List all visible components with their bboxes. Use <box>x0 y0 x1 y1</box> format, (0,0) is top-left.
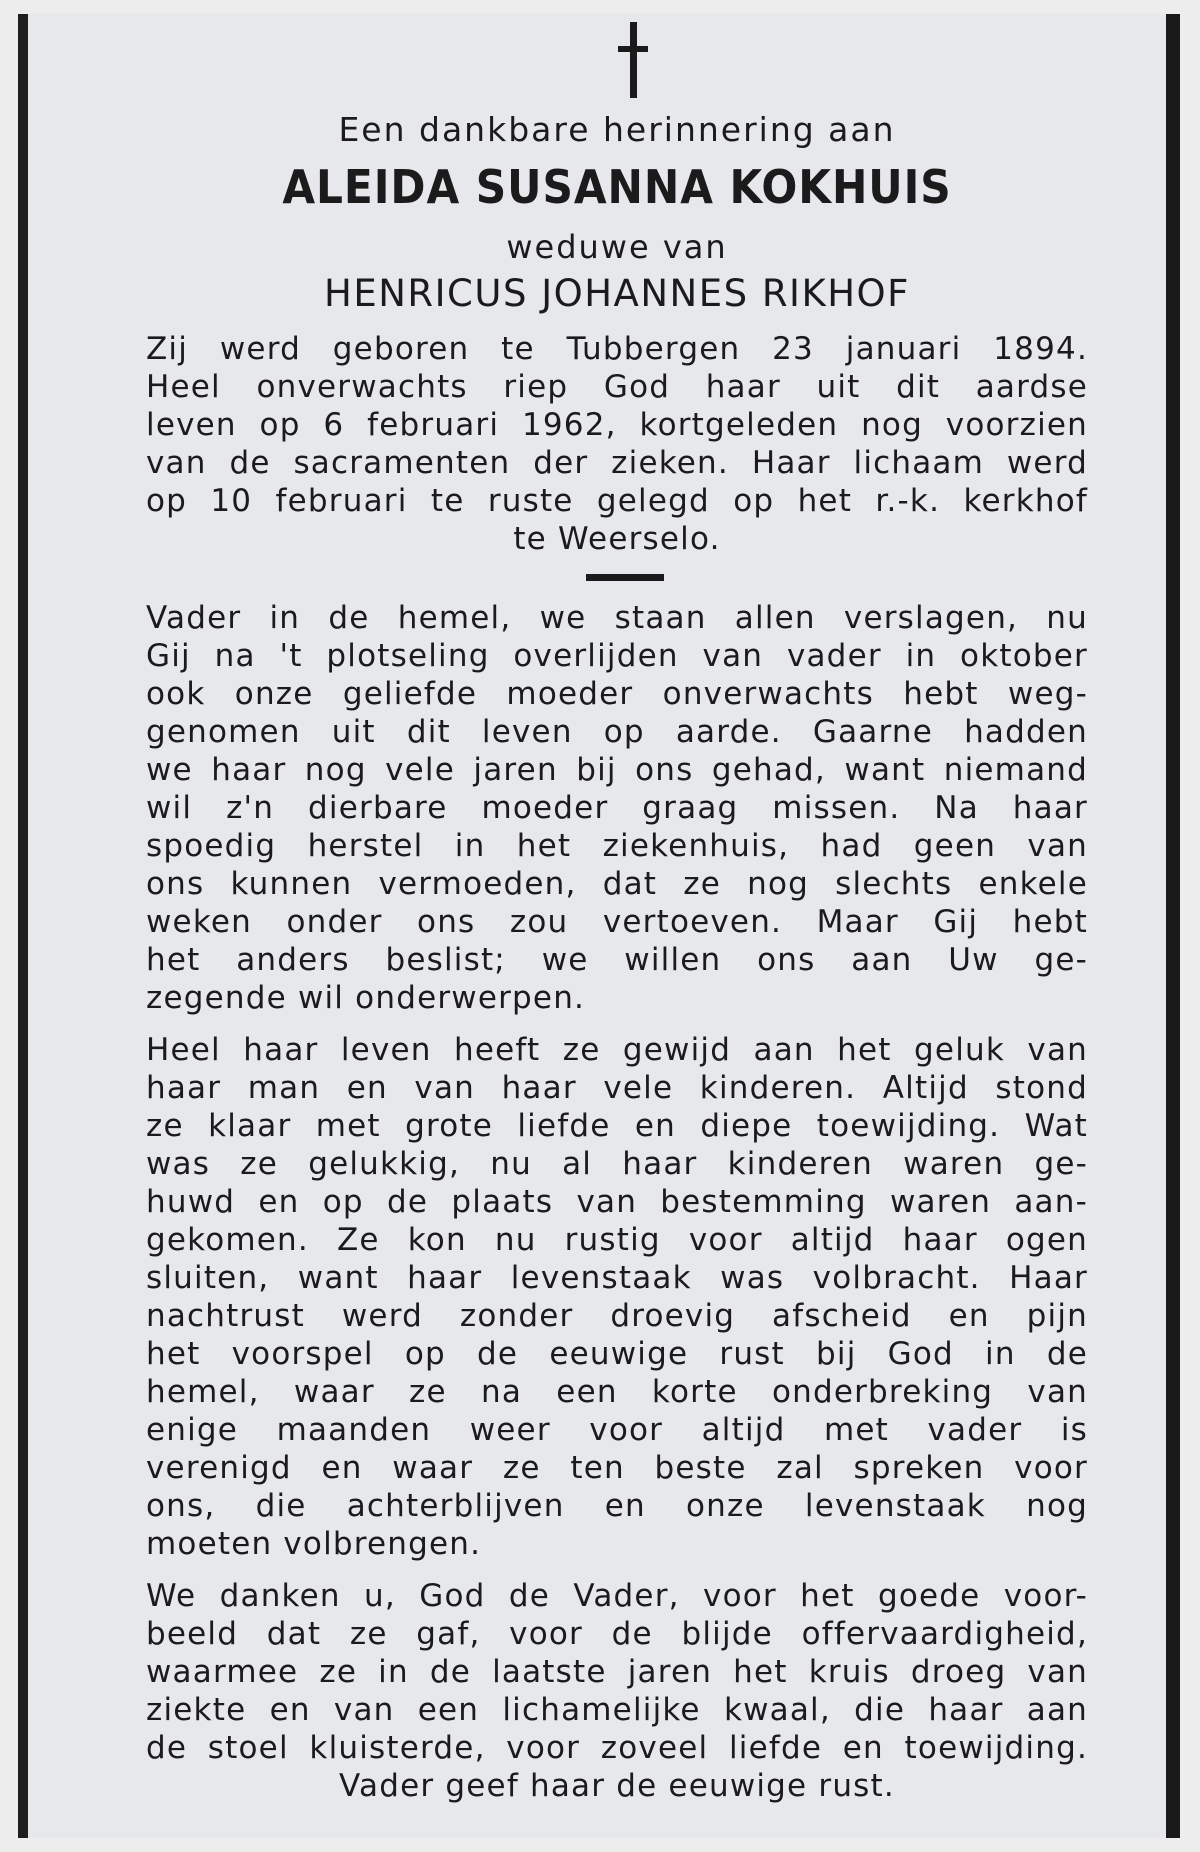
paragraph-line: het voorspel op de eeuwige rust bij God in de <box>146 1336 1088 1372</box>
paragraph-line: huwd en op de plaats van bestemming waren aan- <box>146 1184 1088 1220</box>
paragraph-line: Heel haar leven heeft ze gewijd aan het geluk van <box>146 1032 1088 1068</box>
paragraph-line: zegende wil onderwerpen. <box>146 980 586 1016</box>
paragraph-line: Gij na 't plotseling overlijden van vader in oktober <box>146 638 1088 674</box>
paragraph-line: hemel, waar ze na een korte onderbreking van <box>146 1374 1088 1410</box>
bio-line: leven op 6 februari 1962, kortgeleden nog voorzien <box>146 407 1088 443</box>
bio-line: te Weerselo. <box>513 521 721 557</box>
intro-line: Een dankbare herinnering aan <box>338 110 896 149</box>
separator-rule <box>586 574 664 581</box>
bio-line: Zij werd geboren te Tubbergen 23 januari 1894. <box>146 331 1088 367</box>
paragraph-line: enige maanden weer voor altijd met vader is <box>146 1412 1088 1448</box>
paragraph-line: was ze gelukkig, nu al haar kinderen waren ge- <box>146 1146 1088 1182</box>
paragraph-line: Vader in de hemel, we staan allen verslagen, nu <box>146 600 1088 636</box>
husband-name: HENRICUS JOHANNES RIKHOF <box>324 272 910 315</box>
bio-line: van de sacramenten der zieken. Haar lichaam werd <box>146 445 1088 481</box>
memorial-card <box>18 14 1180 1838</box>
paragraph-line: ook onze geliefde moeder onverwachts hebt weg- <box>146 676 1088 712</box>
paragraph-line: we haar nog vele jaren bij ons gehad, want niemand <box>146 752 1088 788</box>
paragraph-line: ons, die achterblijven en onze levenstaak nog <box>146 1488 1088 1524</box>
paragraph-line: wil z'n dierbare moeder graag missen. Na haar <box>146 790 1088 826</box>
bio-line: Heel onverwachts riep God haar uit dit aardse <box>146 369 1088 405</box>
bio-line: op 10 februari te ruste gelegd op het r.-k. kerkhof <box>146 483 1088 519</box>
paragraph-line: ze klaar met grote liefde en diepe toewijding. Wat <box>146 1108 1088 1144</box>
paragraph-line: haar man en van haar vele kinderen. Altijd stond <box>146 1070 1088 1106</box>
paragraph-line: genomen uit dit leven op aarde. Gaarne hadden <box>146 714 1088 750</box>
paragraph-line: weken onder ons zou vertoeven. Maar Gij hebt <box>146 904 1088 940</box>
paragraph-line: ons kunnen vermoeden, dat ze nog slechts enkele <box>146 866 1088 902</box>
paragraph-line: spoedig herstel in het ziekenhuis, had geen van <box>146 828 1088 864</box>
closing-line: Vader geef haar de eeuwige rust. <box>339 1768 895 1804</box>
paragraph-line: waarmee ze in de laatste jaren het kruis droeg van <box>146 1654 1088 1690</box>
paragraph-line: ziekte en van een lichamelijke kwaal, die haar aan <box>146 1692 1088 1728</box>
paragraph-line: beeld dat ze gaf, voor de blijde offervaardigheid, <box>146 1616 1088 1652</box>
widow-of-line: weduwe van <box>506 228 728 266</box>
cross-icon <box>618 22 648 100</box>
paragraph-line: nachtrust werd zonder droevig afscheid en pijn <box>146 1298 1088 1334</box>
paragraph-line: het anders beslist; we willen ons aan Uw ge- <box>146 942 1088 978</box>
paragraph-line: sluiten, want haar levenstaak was volbracht. Haar <box>146 1260 1088 1296</box>
paragraph-line: We danken u, God de Vader, voor het goede voor- <box>146 1578 1088 1614</box>
paragraph-line: gekomen. Ze kon nu rustig voor altijd haar ogen <box>146 1222 1088 1258</box>
paragraph-line: verenigd en waar ze ten beste zal spreken voor <box>146 1450 1088 1486</box>
paragraph-line: moeten volbrengen. <box>146 1526 482 1562</box>
paragraph-line: de stoel kluisterde, voor zoveel liefde en toewijding. <box>146 1730 1088 1766</box>
deceased-name: ALEIDA SUSANNA KOKHUIS <box>282 160 952 214</box>
